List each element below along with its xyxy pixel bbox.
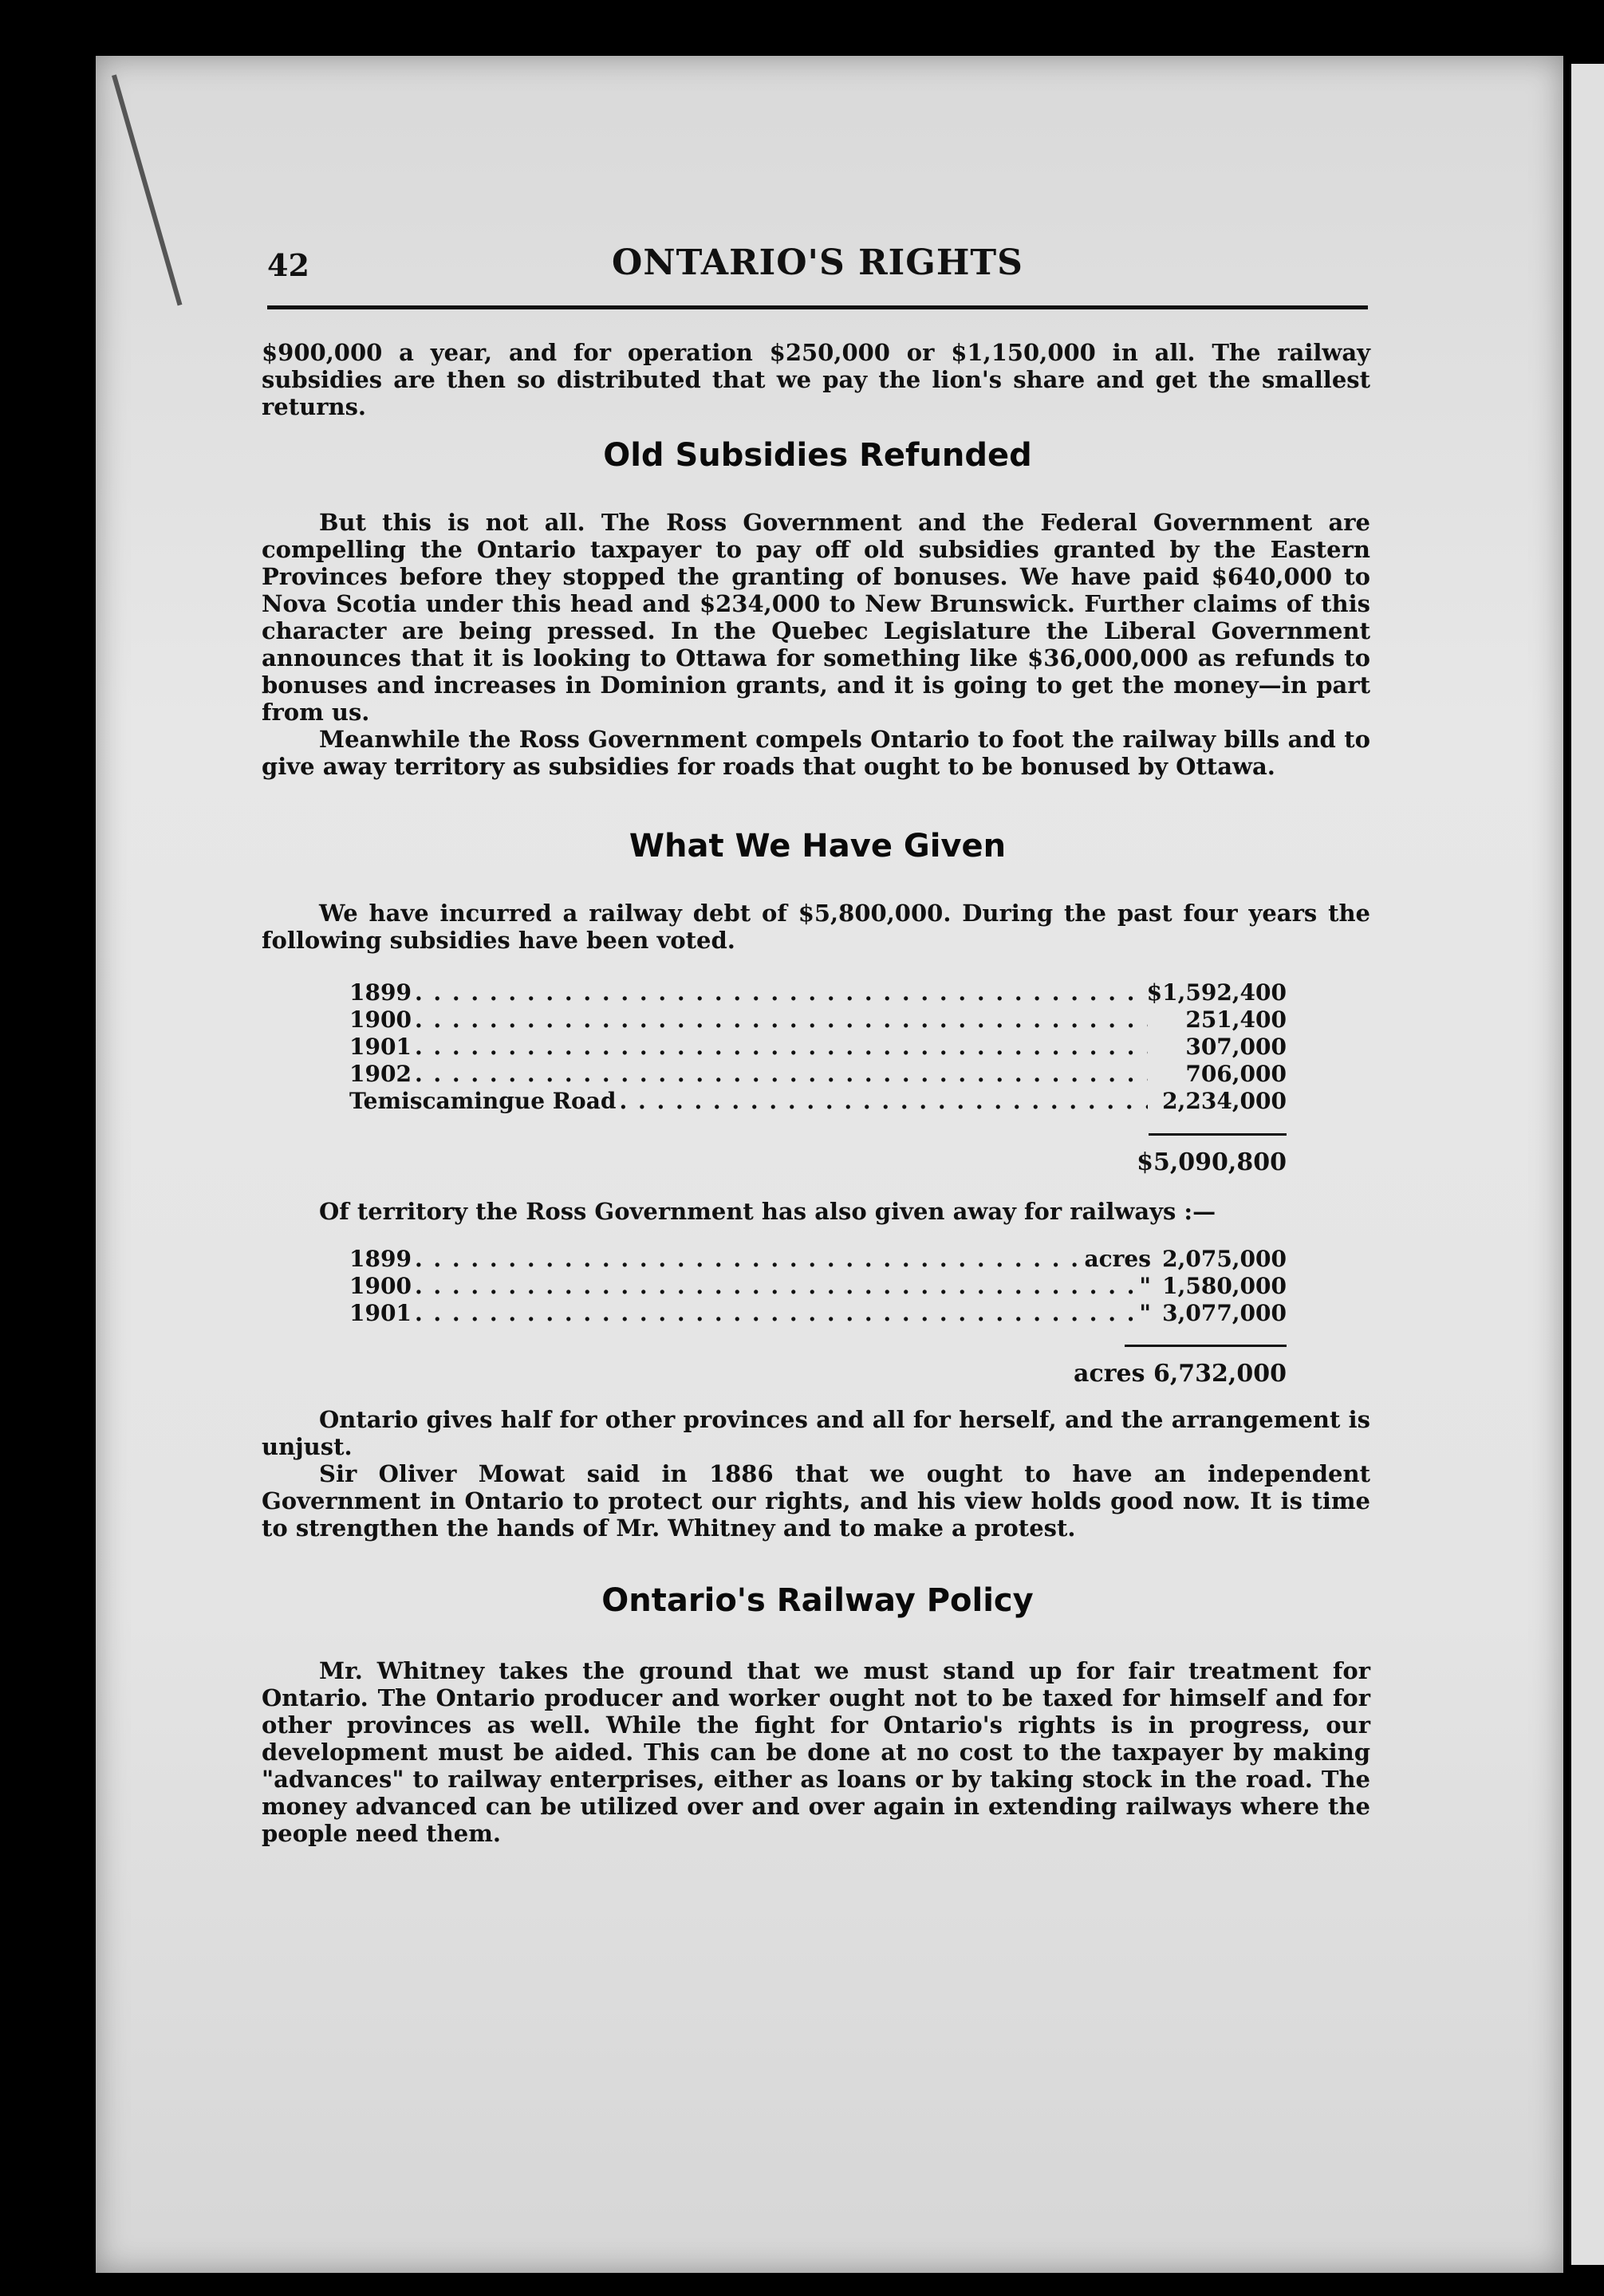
territory-amount: 3,077,000 <box>1162 1300 1287 1326</box>
subsidy-year: 1900 <box>349 1006 412 1033</box>
header-rule <box>267 305 1368 309</box>
subsidy-row <box>349 1006 1287 1034</box>
subsidy-year: 1901 <box>349 1034 412 1060</box>
section-heading-what-we-have-given: What We Have Given <box>629 828 1007 864</box>
subsidy-amount: 706,000 <box>1185 1061 1287 1087</box>
territory-year: 1900 <box>349 1273 412 1299</box>
paragraph-old-subsidies-2: Meanwhile the Ross Government compels Ontario to foot the railway bills and to give away territory as subsidies for roads that ought to be bonused by Ottawa. <box>262 726 1370 780</box>
territory-sum-rule <box>1125 1345 1287 1347</box>
paragraph-old-subsidies-1: But this is not all. The Ross Government and the Federal Government are compelling the Ontario taxpayer to pay off old subsidies granted by the Eastern Provinces before they stopped the granting of bonuses. We have paid $640,000 to Nova Scotia under this head and $234,000 to New Brunswick. Further claims of this character are being pressed. In the Quebec Legislature the Liberal Government announces that it is looking to Ottawa for something like $36,000,000 as refunds to bonuses and increases in Dominion grants, and it is going to get the money—in part from us. <box>262 509 1370 726</box>
intro-paragraph: $900,000 a year, and for operation $250,000 or $1,150,000 in all. The railway subsidies are then so distributed that we pay the lion's share and get the smallest returns. <box>262 339 1370 420</box>
territory-list <box>349 1246 1287 1327</box>
territory-total: acres 6,732,000 <box>1074 1360 1287 1388</box>
territory-year: 1899 <box>349 1246 412 1272</box>
subsidy-amount: $1,592,400 <box>1146 979 1287 1006</box>
subsidies-total: $5,090,800 <box>1137 1148 1287 1176</box>
territory-unit: acres <box>1084 1246 1151 1272</box>
territory-unit: " <box>1139 1300 1151 1326</box>
paragraph-unjust: Ontario gives half for other provinces and all for herself, and the arrangement is unjust. <box>262 1406 1370 1460</box>
page-header <box>267 239 1368 303</box>
subsidy-amount: 2,234,000 <box>1162 1088 1287 1114</box>
paragraph-railway-policy: Mr. Whitney takes the ground that we must stand up for fair treatment for Ontario. The Ontario producer and worker ought not to be taxed for himself and for other provinces as well. While the fight for Ontario's rights is in progress, our development must be aided. This can be done at no cost to the taxpayer by making "advances" to railway enterprises, either as loans or by taking stock in the road. The money advanced can be utilized over and over again in extending railways where the people need them. <box>262 1657 1370 1847</box>
subsidy-row <box>349 979 1287 1006</box>
territory-row <box>349 1246 1287 1273</box>
territory-year: 1901 <box>349 1300 412 1326</box>
subsidy-amount: 307,000 <box>1185 1034 1287 1060</box>
territory-row <box>349 1273 1287 1300</box>
subsidy-row <box>349 1034 1287 1061</box>
adjacent-page-edge <box>1571 64 1604 2265</box>
section-heading-old-subsidies: Old Subsidies Refunded <box>603 437 1032 474</box>
paragraph-territory-intro: Of territory the Ross Government has also given away for railways :— <box>319 1198 1216 1225</box>
subsidy-label: Temiscamingue Road <box>349 1088 617 1114</box>
section-heading-railway-policy: Ontario's Railway Policy <box>601 1582 1034 1619</box>
subsidy-year: 1899 <box>349 979 412 1006</box>
paragraph-railway-debt: We have incurred a railway debt of $5,800,000. During the past four years the following subsidies have been voted. <box>262 900 1370 954</box>
subsidy-year: 1902 <box>349 1061 412 1087</box>
subsidies-list <box>349 979 1287 1115</box>
territory-amount: 2,075,000 <box>1162 1246 1287 1272</box>
territory-unit: " <box>1139 1273 1151 1299</box>
running-title: ONTARIO'S RIGHTS <box>612 242 1023 283</box>
territory-row <box>349 1300 1287 1327</box>
subsidy-row <box>349 1061 1287 1088</box>
territory-amount: 1,580,000 <box>1162 1273 1287 1299</box>
subsidy-row <box>349 1088 1287 1115</box>
subsidies-sum-rule <box>1149 1133 1287 1136</box>
paragraph-mowat: Sir Oliver Mowat said in 1886 that we ought to have an independent Government in Ontario to protect our rights, and his view holds good now. It is time to strengthen the hands of Mr. Whitney and to make a protest. <box>262 1460 1370 1542</box>
subsidy-amount: 251,400 <box>1185 1006 1287 1033</box>
page-number: 42 <box>267 247 309 283</box>
